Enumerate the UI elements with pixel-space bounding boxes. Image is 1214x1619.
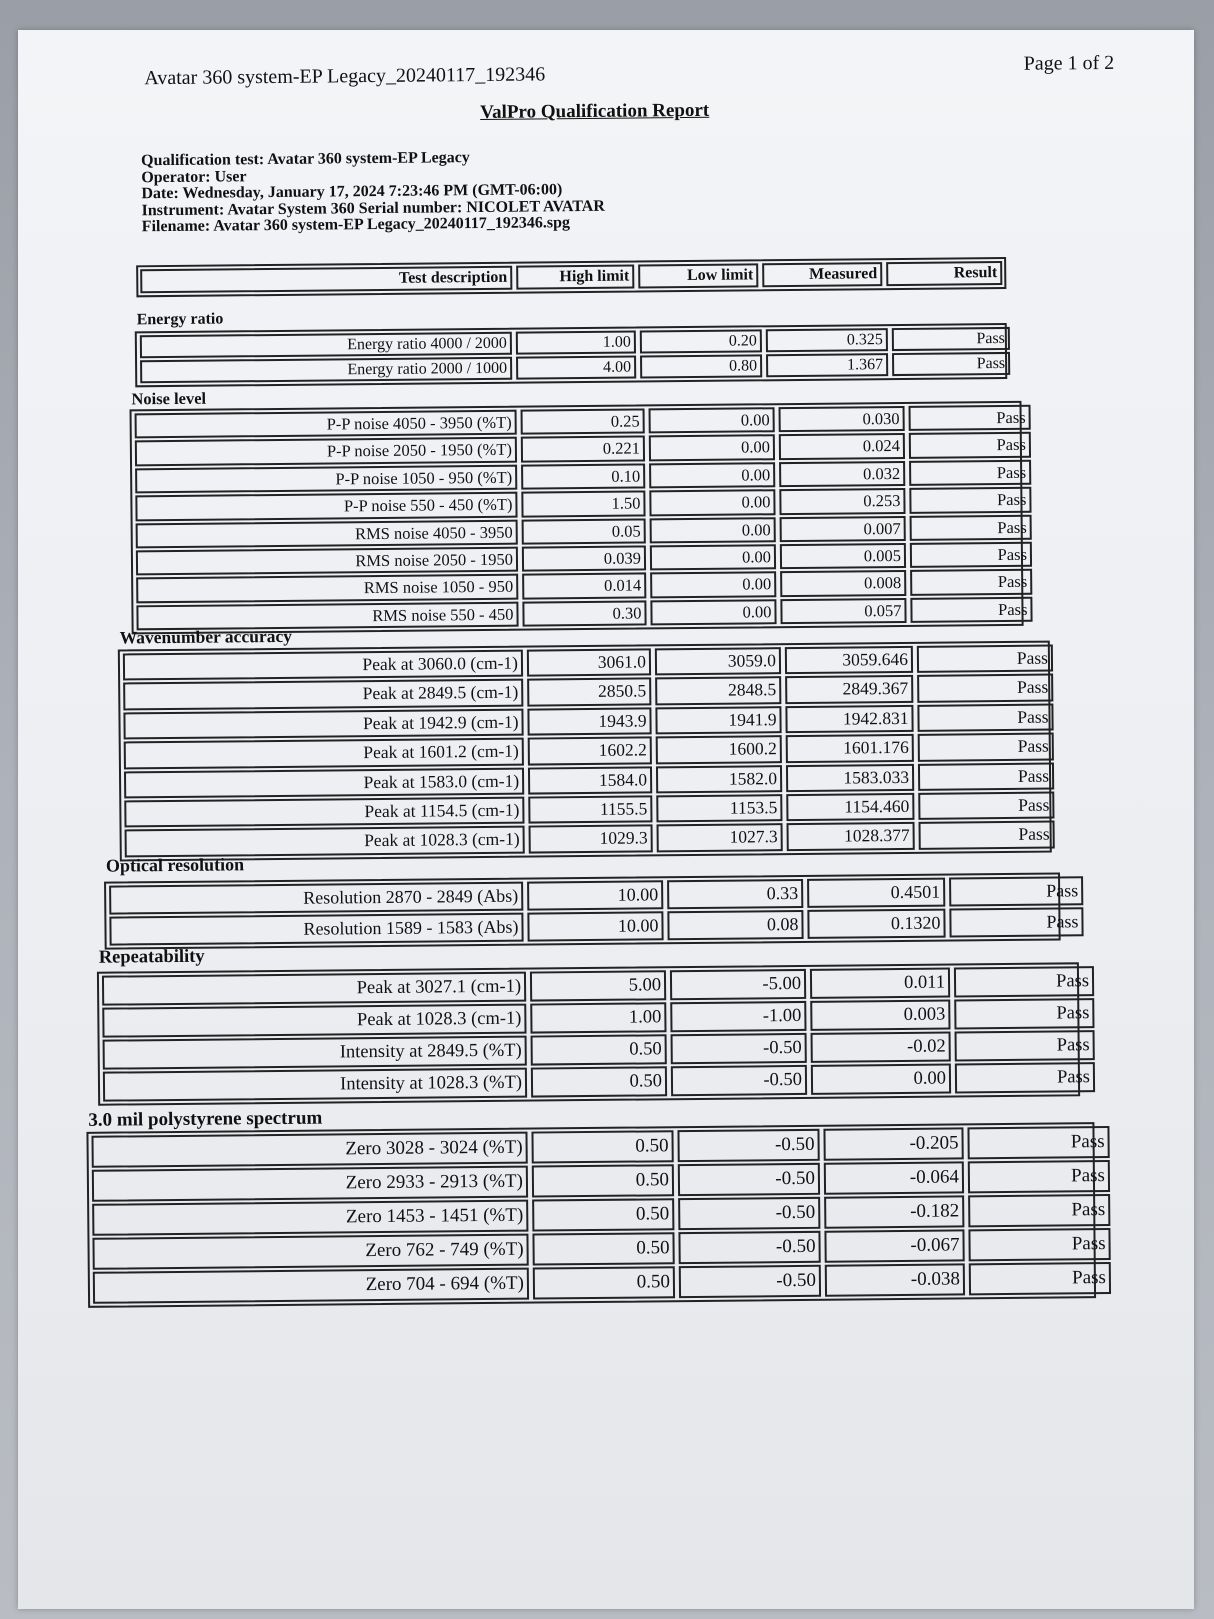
cell-low-limit: 1027.3 xyxy=(657,823,783,852)
cell-high-limit: 0.10 xyxy=(521,463,645,490)
cell-low-limit: 0.33 xyxy=(667,879,803,909)
cell-description: P-P noise 4050 - 3950 (%T) xyxy=(135,410,517,439)
cell-high-limit: 0.221 xyxy=(521,436,645,463)
cell-low-limit: 0.00 xyxy=(649,462,775,489)
cell-low-limit: 0.00 xyxy=(649,407,775,434)
cell-high-limit: 2850.5 xyxy=(527,678,651,707)
cell-description: Intensity at 1028.3 (%T) xyxy=(103,1068,527,1102)
cell-high-limit: 0.039 xyxy=(522,545,646,572)
cell-low-limit: 0.08 xyxy=(667,910,803,940)
cell-measured: 0.253 xyxy=(779,488,905,515)
cell-low-limit: 2848.5 xyxy=(655,677,781,706)
cell-result: Pass xyxy=(892,352,1010,376)
cell-low-limit: 0.00 xyxy=(650,544,776,571)
cell-measured: 1601.176 xyxy=(786,734,914,763)
cell-low-limit: 1941.9 xyxy=(655,706,781,735)
cell-result: Pass xyxy=(909,432,1031,459)
cell-low-limit: 0.00 xyxy=(650,572,776,599)
cell-high-limit: 0.50 xyxy=(531,1034,667,1065)
cell-description: Zero 3028 - 3024 (%T) xyxy=(91,1132,527,1168)
meta-qualification-test: Qualification test: Avatar 360 system-EP Legacy xyxy=(141,149,470,170)
section-title: Wavenumber accuracy xyxy=(119,625,293,648)
cell-measured: 1.367 xyxy=(766,353,888,377)
section-title: Optical resolution xyxy=(105,854,245,876)
cell-high-limit: 1.50 xyxy=(521,491,645,518)
meta-date: Date: Wednesday, January 17, 2024 7:23:46 PM (GMT-06:00) xyxy=(141,181,563,203)
section-table xyxy=(135,323,1007,387)
cell-result: Pass xyxy=(954,998,1094,1029)
cell-high-limit: 0.50 xyxy=(531,1066,667,1097)
section-table xyxy=(104,872,1079,949)
cell-high-limit: 10.00 xyxy=(527,880,663,910)
cell-description: Peak at 1028.3 (cm-1) xyxy=(102,1004,526,1038)
cell-low-limit: 0.20 xyxy=(640,329,762,353)
cell-measured: -0.205 xyxy=(823,1127,963,1160)
cell-high-limit: 1155.5 xyxy=(528,795,652,824)
cell-high-limit: 4.00 xyxy=(516,356,636,380)
cell-measured: -0.064 xyxy=(824,1161,964,1194)
cell-description: RMS noise 1050 - 950 xyxy=(136,574,518,603)
cell-high-limit: 0.25 xyxy=(521,408,645,435)
cell-result: Pass xyxy=(949,876,1083,906)
cell-high-limit: 1584.0 xyxy=(528,766,652,795)
cell-description: P-P noise 550 - 450 (%T) xyxy=(135,492,517,521)
col-measured: Measured xyxy=(762,262,882,287)
cell-high-limit: 1.00 xyxy=(516,331,636,355)
cell-low-limit: -0.50 xyxy=(678,1197,820,1230)
meta-filename: Filename: Avatar 360 system-EP Legacy_20240117_192346.spg xyxy=(141,214,571,236)
cell-description: Energy ratio 4000 / 2000 xyxy=(140,332,512,359)
cell-description: Peak at 1154.5 (cm-1) xyxy=(124,797,524,828)
cell-measured: 3059.646 xyxy=(785,646,913,675)
cell-measured: 0.1320 xyxy=(807,909,945,939)
cell-result: Pass xyxy=(968,1160,1110,1193)
cell-measured: 1028.377 xyxy=(787,822,915,851)
cell-result: Pass xyxy=(918,733,1054,762)
cell-low-limit: -0.50 xyxy=(671,1033,807,1064)
cell-low-limit: 1582.0 xyxy=(656,765,782,794)
header-filename: Avatar 360 system-EP Legacy_20240117_192346 xyxy=(144,63,546,90)
cell-low-limit: 0.00 xyxy=(650,517,776,544)
report-title: ValPro Qualification Report xyxy=(480,99,710,124)
cell-description: RMS noise 4050 - 3950 xyxy=(136,519,518,548)
cell-low-limit: 3059.0 xyxy=(655,647,781,676)
cell-description: Peak at 1583.0 (cm-1) xyxy=(124,767,524,798)
report-paper xyxy=(18,30,1194,1609)
cell-high-limit: 1029.3 xyxy=(529,825,653,854)
cell-measured: -0.038 xyxy=(825,1263,965,1296)
cell-high-limit: 0.50 xyxy=(532,1232,674,1265)
cell-result: Pass xyxy=(968,1228,1110,1261)
col-test-description: Test description xyxy=(140,266,512,294)
cell-low-limit: 0.00 xyxy=(649,489,775,516)
col-low-limit: Low limit xyxy=(638,263,758,288)
cell-description: Resolution 2870 - 2849 (Abs) xyxy=(109,882,523,915)
page-number: Page 1 of 2 xyxy=(1023,51,1115,75)
cell-result: Pass xyxy=(910,542,1032,569)
cell-high-limit: 10.00 xyxy=(527,911,663,941)
cell-result: Pass xyxy=(949,907,1083,937)
cell-measured: 0.008 xyxy=(780,570,906,597)
cell-high-limit: 1602.2 xyxy=(528,737,652,766)
cell-description: Zero 1453 - 1451 (%T) xyxy=(92,1200,528,1236)
cell-measured: 0.00 xyxy=(811,1064,951,1095)
cell-low-limit: 0.80 xyxy=(640,354,762,378)
cell-description: RMS noise 550 - 450 xyxy=(136,601,518,630)
cell-measured: 1154.460 xyxy=(786,793,914,822)
cell-low-limit: -0.50 xyxy=(677,1129,819,1162)
cell-result: Pass xyxy=(955,1030,1095,1061)
cell-low-limit: 1153.5 xyxy=(656,794,782,823)
cell-high-limit: 5.00 xyxy=(530,970,666,1001)
cell-low-limit: 1600.2 xyxy=(656,735,782,764)
cell-description: RMS noise 2050 - 1950 xyxy=(136,547,518,576)
cell-result: Pass xyxy=(954,966,1094,997)
cell-result: Pass xyxy=(909,405,1031,432)
cell-low-limit: 0.00 xyxy=(649,435,775,462)
cell-low-limit: -0.50 xyxy=(678,1163,820,1196)
section-table xyxy=(118,641,1052,862)
cell-description: P-P noise 1050 - 950 (%T) xyxy=(135,464,517,493)
section-table xyxy=(97,962,1091,1105)
cell-measured: 0.4501 xyxy=(807,878,945,908)
cell-description: Zero 2933 - 2913 (%T) xyxy=(92,1166,528,1202)
cell-high-limit: 3061.0 xyxy=(527,648,651,677)
cell-description: Zero 704 - 694 (%T) xyxy=(93,1268,529,1304)
meta-operator: Operator: User xyxy=(141,167,247,186)
cell-measured: 0.007 xyxy=(780,516,906,543)
cell-description: Peak at 2849.5 (cm-1) xyxy=(123,679,523,710)
cell-high-limit: 0.05 xyxy=(522,518,646,545)
cell-low-limit: -0.50 xyxy=(678,1231,820,1264)
cell-description: Intensity at 2849.5 (%T) xyxy=(103,1036,527,1070)
column-header-row xyxy=(136,257,1006,297)
report-page xyxy=(64,34,1136,1344)
cell-measured: 0.003 xyxy=(810,1000,950,1031)
cell-description: Energy ratio 2000 / 1000 xyxy=(140,357,512,384)
cell-result: Pass xyxy=(910,514,1032,541)
section-table xyxy=(130,401,1028,635)
cell-measured: 0.005 xyxy=(780,543,906,570)
cell-description: Resolution 1589 - 1583 (Abs) xyxy=(109,913,523,946)
section-title: Repeatability xyxy=(98,946,205,968)
cell-measured: 1583.033 xyxy=(786,763,914,792)
cell-high-limit: 0.50 xyxy=(533,1266,675,1299)
cell-description: Peak at 1942.9 (cm-1) xyxy=(123,708,523,739)
cell-result: Pass xyxy=(918,791,1054,820)
cell-result: Pass xyxy=(968,1194,1110,1227)
cell-measured: 1942.831 xyxy=(785,705,913,734)
cell-result: Pass xyxy=(892,327,1010,351)
cell-measured: -0.067 xyxy=(824,1229,964,1262)
cell-result: Pass xyxy=(909,460,1031,487)
cell-measured: 0.325 xyxy=(766,328,888,352)
cell-high-limit: 0.50 xyxy=(532,1198,674,1231)
cell-result: Pass xyxy=(918,762,1054,791)
col-result: Result xyxy=(886,261,1002,286)
cell-measured: -0.182 xyxy=(824,1195,964,1228)
cell-measured: 0.057 xyxy=(780,598,906,625)
cell-measured: 0.024 xyxy=(779,433,905,460)
cell-result: Pass xyxy=(910,596,1032,623)
cell-low-limit: -0.50 xyxy=(671,1065,807,1096)
cell-high-limit: 1943.9 xyxy=(527,707,651,736)
cell-high-limit: 0.50 xyxy=(531,1130,673,1163)
cell-description: Peak at 1601.2 (cm-1) xyxy=(124,738,524,769)
cell-result: Pass xyxy=(967,1126,1109,1159)
cell-result: Pass xyxy=(917,703,1053,732)
cell-result: Pass xyxy=(955,1062,1095,1093)
cell-high-limit: 0.014 xyxy=(522,573,646,600)
cell-high-limit: 0.30 xyxy=(522,600,646,627)
cell-description: P-P noise 2050 - 1950 (%T) xyxy=(135,437,517,466)
cell-high-limit: 1.00 xyxy=(530,1002,666,1033)
section-table xyxy=(86,1122,1106,1308)
cell-low-limit: 0.00 xyxy=(650,599,776,626)
cell-result: Pass xyxy=(910,569,1032,596)
cell-result: Pass xyxy=(969,1262,1111,1295)
cell-measured: -0.02 xyxy=(811,1032,951,1063)
section-title: 3.0 mil polystyrene spectrum xyxy=(88,1107,323,1131)
cell-measured: 0.030 xyxy=(779,406,905,433)
cell-low-limit: -5.00 xyxy=(670,969,806,1000)
cell-description: Zero 762 - 749 (%T) xyxy=(92,1234,528,1270)
cell-high-limit: 0.50 xyxy=(532,1164,674,1197)
cell-result: Pass xyxy=(917,645,1053,674)
cell-description: Peak at 3060.0 (cm-1) xyxy=(123,650,523,681)
cell-measured: 0.011 xyxy=(810,968,950,999)
section-title: Noise level xyxy=(131,388,207,409)
cell-result: Pass xyxy=(909,487,1031,514)
col-high-limit: High limit xyxy=(516,265,634,290)
section-title: Energy ratio xyxy=(136,310,224,329)
cell-result: Pass xyxy=(917,674,1053,703)
cell-low-limit: -0.50 xyxy=(679,1265,821,1298)
cell-result: Pass xyxy=(919,821,1055,850)
cell-description: Peak at 3027.1 (cm-1) xyxy=(102,972,526,1006)
cell-low-limit: -1.00 xyxy=(670,1001,806,1032)
cell-description: Peak at 1028.3 (cm-1) xyxy=(125,826,525,857)
cell-measured: 0.032 xyxy=(779,461,905,488)
report-metadata xyxy=(141,149,605,236)
cell-measured: 2849.367 xyxy=(785,675,913,704)
meta-instrument: Instrument: Avatar System 360 Serial number: NICOLET AVATAR xyxy=(141,197,605,219)
